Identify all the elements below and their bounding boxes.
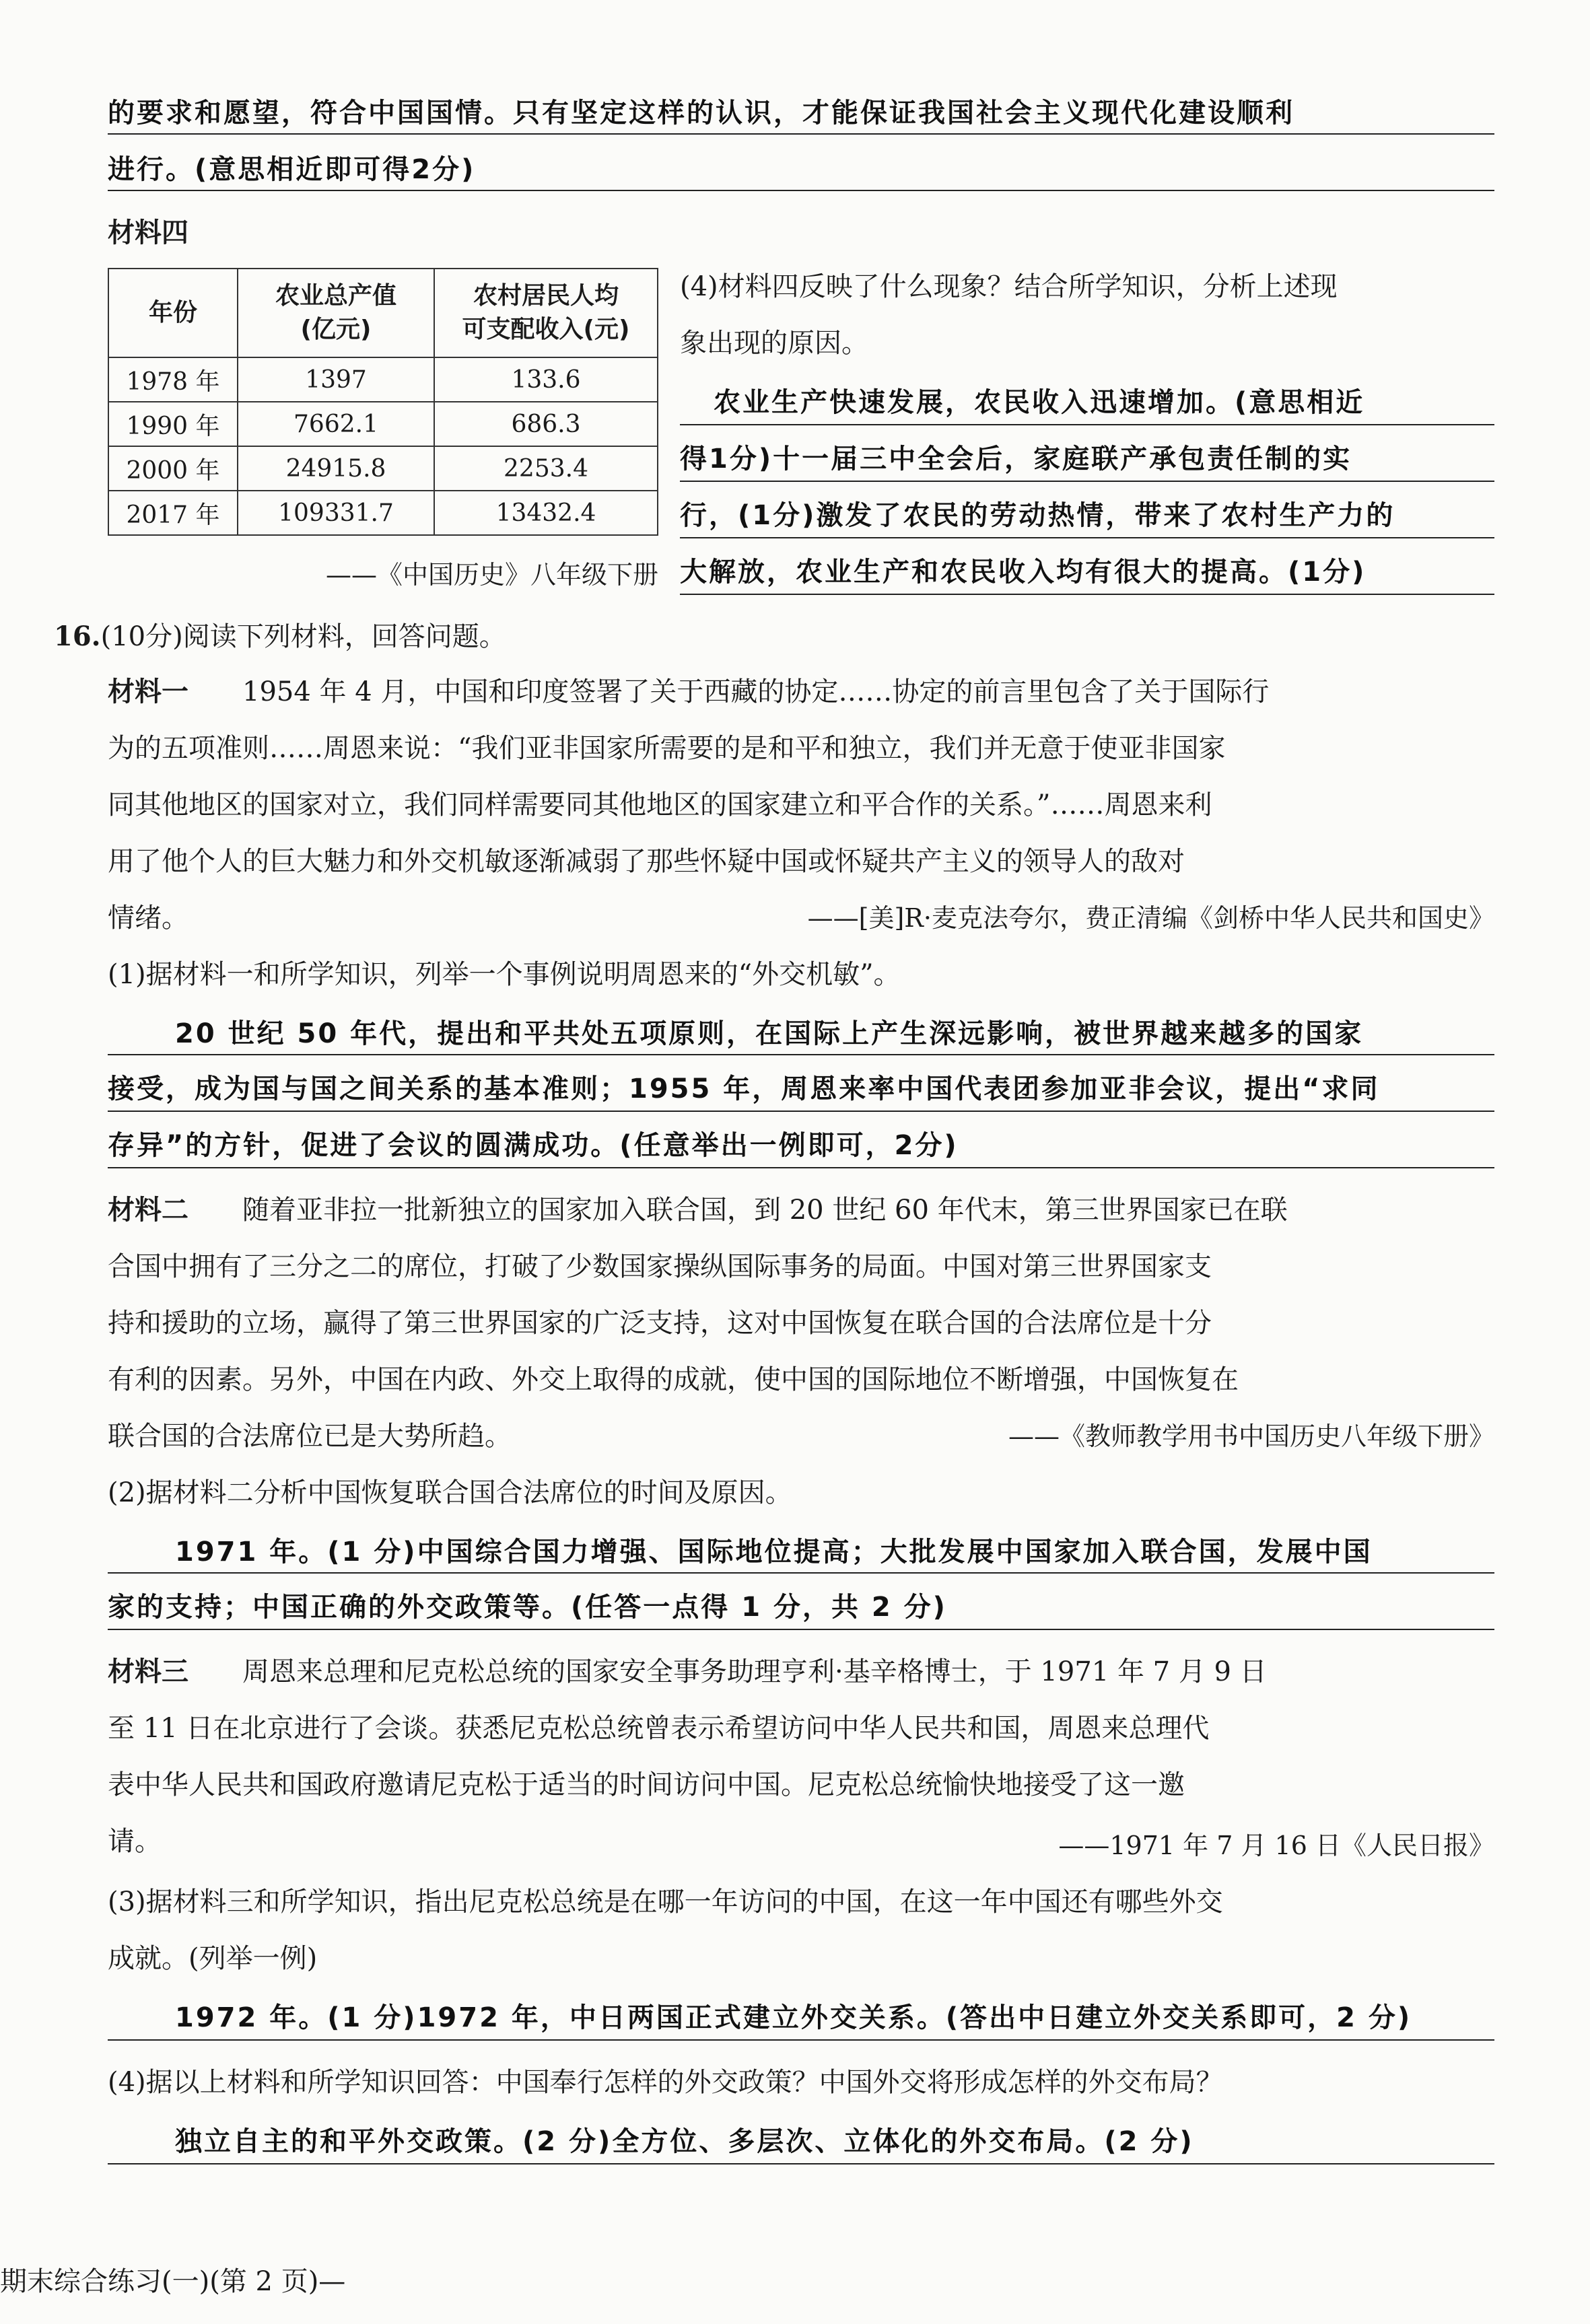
table-row bbox=[108, 446, 658, 491]
material-2-line-4: 有利的因素。另外，中国在内政、外交上取得的成就，使中国的国际地位不断增强，中国恢复在 bbox=[108, 1364, 1239, 1395]
cell-income: 2253.4 bbox=[434, 446, 658, 491]
cell-income: 13432.4 bbox=[434, 491, 658, 535]
header-year: 年份 bbox=[108, 269, 238, 357]
question-16-heading bbox=[54, 618, 1494, 656]
question-4a-line-2: 象出现的原因。 bbox=[680, 328, 868, 359]
material-3-line-1: 周恩来总理和尼克松总统的国家安全事务助理亨利·基辛格博士，于 1971 年 7 月 9 日 bbox=[242, 1656, 1267, 1687]
cell-year: 1978 年 bbox=[108, 357, 238, 402]
question-3-line-2: 成就。(列举一例) bbox=[108, 1943, 318, 1974]
answer-4: 独立自主的和平外交政策。(2 分)全方位、多层次、立体化的外交布局。(2 分) bbox=[175, 2126, 1194, 2157]
question-4a-line-1: (4)材料四反映了什么现象？结合所学知识，分析上述现 bbox=[680, 271, 1338, 302]
answer-4a-line-4: 大解放，农业生产和农民收入均有很大的提高。(1分) bbox=[680, 557, 1367, 588]
material-1-line-2: 为的五项准则……周恩来说：“我们亚非国家所需要的是和平和独立，我们并无意于使亚非国家 bbox=[108, 733, 1226, 764]
answer-rule bbox=[680, 481, 1494, 482]
header-output: 农业总产值 (亿元) bbox=[238, 269, 434, 357]
material-3-label: 材料三 bbox=[108, 1656, 188, 1687]
header-income: 农村居民人均 可支配收入(元) bbox=[434, 269, 658, 357]
answer-rule bbox=[108, 190, 1494, 191]
question-1: (1)据材料一和所学知识，列举一个事例说明周恩来的“外交机敏”。 bbox=[108, 959, 901, 990]
material-2-line-5: 联合国的合法席位已是大势所趋。 bbox=[108, 1421, 512, 1452]
answer-rule bbox=[108, 1054, 1494, 1055]
cell-income: 133.6 bbox=[434, 357, 658, 402]
material-1-line-1: 1954 年 4 月，中国和印度签署了关于西藏的协定……协定的前言里包含了关于国际行 bbox=[242, 676, 1270, 707]
answer-2-line-2: 家的支持；中国正确的外交政策等。(任答一点得 1 分，共 2 分) bbox=[108, 1592, 947, 1623]
page-footer: 期末综合练习(一)(第 2 页)— bbox=[0, 2266, 346, 2297]
question-4: (4)据以上材料和所学知识回答：中国奉行怎样的外交政策？中国外交将形成怎样的外交布局？ bbox=[108, 2067, 1223, 2098]
answer-1-line-3: 存异”的方针，促进了会议的圆满成功。(任意举出一例即可，2分) bbox=[108, 1130, 959, 1161]
material-1-line-4: 用了他个人的巨大魅力和外交机敏逐渐减弱了那些怀疑中国或怀疑共产主义的领导人的敌对 bbox=[108, 846, 1185, 877]
table-header-row bbox=[108, 269, 658, 357]
answer-rule bbox=[680, 537, 1494, 538]
answer-rule bbox=[680, 424, 1494, 425]
answer-rule bbox=[108, 1167, 1494, 1168]
material-2-label: 材料二 bbox=[108, 1195, 188, 1226]
answer-rule bbox=[680, 594, 1494, 595]
material-3-line-2: 至 11 日在北京进行了会谈。获悉尼克松总统曾表示希望访问中华人民共和国，周恩来总理代 bbox=[108, 1713, 1210, 1744]
answer-rule bbox=[108, 1629, 1494, 1630]
cell-year: 2000 年 bbox=[108, 446, 238, 491]
table-row bbox=[108, 357, 658, 402]
material-1-source: ——[美]R·麦克法夸尔，费正清编《剑桥中华人民共和国史》 bbox=[807, 903, 1494, 933]
answer-1-line-1: 20 世纪 50 年代，提出和平共处五项原则，在国际上产生深远影响，被世界越来越多的国家 bbox=[175, 1018, 1364, 1049]
material-1-line-5: 情绪。 bbox=[108, 903, 188, 934]
material-3-source: ——1971 年 7 月 16 日《人民日报》 bbox=[1058, 1831, 1494, 1860]
answer-1-line-2: 接受，成为国与国之间关系的基本准则；1955 年，周恩来率中国代表团参加亚非会议，提出“求同 bbox=[108, 1073, 1380, 1104]
question-2: (2)据材料二分析中国恢复联合国合法席位的时间及原因。 bbox=[108, 1477, 792, 1508]
top-answer-line-2: 进行。(意思相近即可得2分) bbox=[108, 154, 476, 185]
material-4-table bbox=[108, 268, 658, 536]
cell-output: 1397 bbox=[238, 357, 434, 402]
material-1-line-3: 同其他地区的国家对立，我们同样需要同其他地区的国家建立和平合作的关系。”……周恩来利 bbox=[108, 789, 1212, 820]
answer-rule bbox=[108, 2039, 1494, 2041]
answer-4a-line-1: 农业生产快速发展，农民收入迅速增加。(意思相近 bbox=[714, 387, 1365, 418]
question-16-intro: (10分)阅读下列材料，回答问题。 bbox=[100, 621, 506, 652]
answer-2-line-1: 1971 年。(1 分)中国综合国力增强、国际地位提高；大批发展中国家加入联合国，发展中国 bbox=[175, 1537, 1373, 1568]
cell-output: 7662.1 bbox=[238, 402, 434, 446]
answer-rule bbox=[108, 1111, 1494, 1112]
material-3-line-4: 请。 bbox=[108, 1826, 162, 1857]
cell-year: 2017 年 bbox=[108, 491, 238, 535]
material-4-source: ——《中国历史》八年级下册 bbox=[325, 560, 658, 590]
cell-output: 24915.8 bbox=[238, 446, 434, 491]
cell-output: 109331.7 bbox=[238, 491, 434, 535]
answer-4a-line-3: 行，(1分)激发了农民的劳动热情，带来了农村生产力的 bbox=[680, 500, 1395, 531]
answer-rule bbox=[108, 2163, 1494, 2164]
question-number: 16. bbox=[54, 621, 101, 652]
answer-rule bbox=[108, 133, 1494, 135]
material-4-title: 材料四 bbox=[108, 217, 188, 248]
material-2-source: ——《教师教学用书中国历史八年级下册》 bbox=[1008, 1421, 1494, 1451]
material-1-label: 材料一 bbox=[108, 676, 188, 707]
answer-rule bbox=[108, 1572, 1494, 1574]
table-row bbox=[108, 491, 658, 535]
table-row bbox=[108, 402, 658, 446]
answer-4a-line-2: 得1分)十一届三中全会后，家庭联产承包责任制的实 bbox=[680, 444, 1352, 474]
material-3-line-3: 表中华人民共和国政府邀请尼克松于适当的时间访问中国。尼克松总统愉快地接受了这一邀 bbox=[108, 1769, 1185, 1800]
cell-income: 686.3 bbox=[434, 402, 658, 446]
question-3-line-1: (3)据材料三和所学知识，指出尼克松总统是在哪一年访问的中国，在这一年中国还有哪些外交 bbox=[108, 1887, 1223, 1917]
material-2-line-3: 持和援助的立场，赢得了第三世界国家的广泛支持，这对中国恢复在联合国的合法席位是十分 bbox=[108, 1308, 1212, 1339]
top-answer-line-1: 的要求和愿望，符合中国国情。只有坚定这样的认识，才能保证我国社会主义现代化建设顺利 bbox=[108, 98, 1294, 129]
cell-year: 1990 年 bbox=[108, 402, 238, 446]
material-2-line-2: 合国中拥有了三分之二的席位，打破了少数国家操纵国际事务的局面。中国对第三世界国家支 bbox=[108, 1251, 1212, 1282]
material-2-line-1: 随着亚非拉一批新独立的国家加入联合国，到 20 世纪 60 年代末，第三世界国家已在联 bbox=[242, 1195, 1288, 1226]
answer-3: 1972 年。(1 分)1972 年，中日两国正式建立外交关系。(答出中日建立外交关系即可，2 分) bbox=[175, 2002, 1412, 2033]
